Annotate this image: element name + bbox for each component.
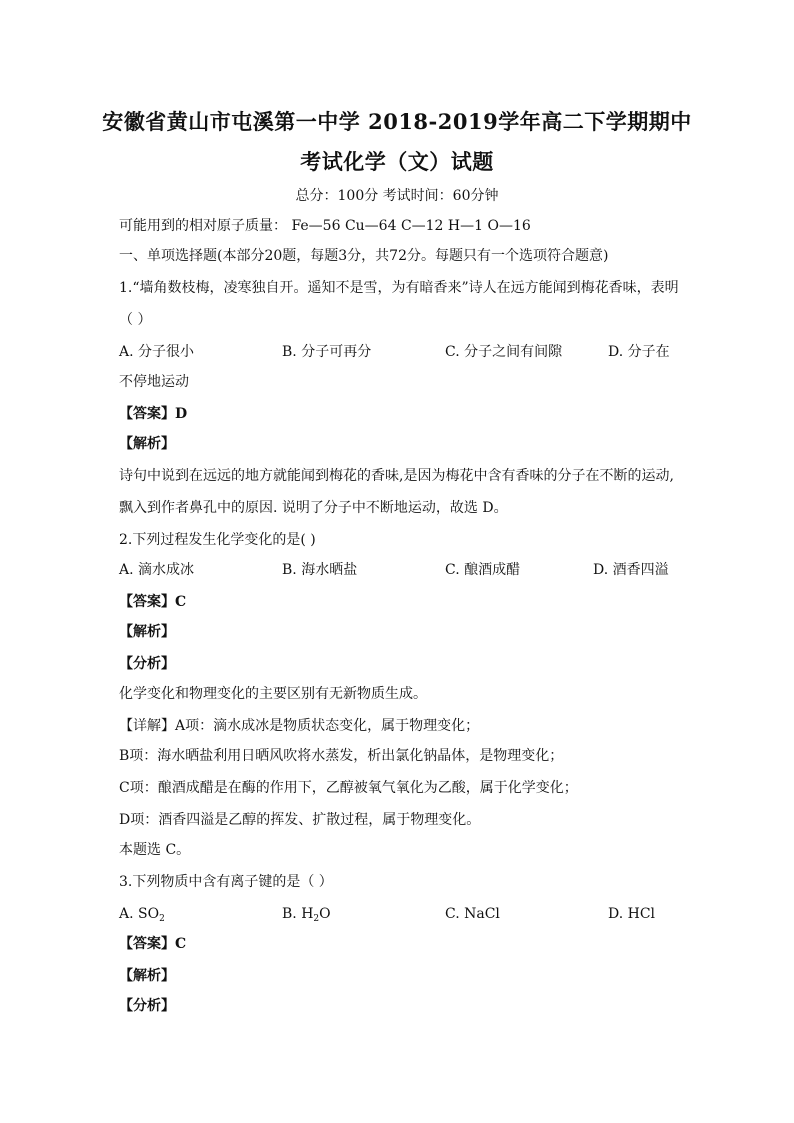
question-1-option-b: B. 分子可再分 (282, 344, 372, 360)
question-3-option-a-text: A. SO (119, 906, 160, 922)
document-title-line-2: 考试化学（文）试题 (300, 149, 494, 174)
question-1-paren: （ ） (119, 312, 152, 328)
question-2-answer: 【答案】C (119, 594, 187, 610)
exam-info: 总分：100分 考试时间：60分钟 (295, 188, 499, 204)
section-heading: 一、单项选择题(本部分20题，每题3分，共72分。每题只有一个选项符合题意) (119, 248, 609, 264)
question-3-option-b-suffix: O (319, 906, 331, 922)
question-2-option-a: A. 滴水成冰 (119, 562, 195, 578)
atomic-masses: 可能用到的相对原子质量： Fe—56 Cu—64 C—12 H—1 O—16 (119, 218, 531, 234)
question-3-option-c: C. NaCl (445, 906, 500, 922)
question-2-detail-a: 【详解】A项：滴水成冰是物质状态变化，属于物理变化； (119, 718, 480, 734)
question-2-detail-b: B项：海水晒盐利用日晒风吹将水蒸发，析出氯化钠晶体，是物理变化； (119, 748, 564, 764)
question-3-option-b (282, 904, 331, 924)
question-1-analysis-line-1: 诗句中说到在远远的地方就能闻到梅花的香味,是因为梅花中含有香味的分子在不断的运动, (119, 468, 674, 484)
document-title-line-1: 安徽省黄山市屯溪第一中学 2018-2019学年高二下学期期中 (102, 109, 692, 134)
question-2-option-d: D. 酒香四溢 (593, 562, 669, 578)
question-2-fenxi-label: 【分析】 (119, 656, 175, 672)
question-1-option-c: C. 分子之间有间隙 (445, 344, 563, 360)
question-3-option-b-text: B. H (282, 906, 314, 922)
question-3-option-a-subscript: 2 (159, 914, 165, 924)
question-2-conclusion: 本题选 C。 (119, 842, 191, 858)
question-3-fenxi-label: 【分析】 (119, 998, 175, 1014)
question-1-option-d-continued: 不停地运动 (119, 374, 189, 390)
question-1-analysis-label: 【解析】 (119, 436, 175, 452)
question-1-analysis-line-2: 飘入到作者鼻孔中的原因. 说明了分子中不断地运动，故选 D。 (119, 500, 508, 516)
question-3-option-a (119, 904, 165, 924)
question-3-option-d: D. HCl (608, 906, 656, 922)
question-1-answer: 【答案】D (119, 406, 188, 422)
question-2-analysis-label: 【解析】 (119, 624, 175, 640)
question-1-option-d: D. 分子在 (608, 344, 670, 360)
question-2-option-c: C. 酿酒成醋 (445, 562, 521, 578)
question-2-fenxi-text: 化学变化和物理变化的主要区别有无新物质生成。 (119, 686, 427, 702)
question-1-stem: 1.“墙角数枝梅，凌寒独自开。遥知不是雪，为有暗香来”诗人在远方能闻到梅花香味，表明 (119, 280, 679, 296)
question-2-detail-d: D项：酒香四溢是乙醇的挥发、扩散过程，属于物理变化。 (119, 812, 481, 828)
question-3-answer: 【答案】C (119, 936, 187, 952)
question-3-analysis-label: 【解析】 (119, 968, 175, 984)
question-2-stem: 2.下列过程发生化学变化的是( ) (119, 532, 316, 548)
question-3-stem: 3.下列物质中含有离子键的是（ ） (119, 874, 333, 890)
question-1-option-a: A. 分子很小 (119, 344, 195, 360)
question-2-option-b: B. 海水晒盐 (282, 562, 358, 578)
question-3-option-b-subscript: 2 (313, 914, 320, 924)
question-2-detail-c: C项：酿酒成醋是在酶的作用下，乙醇被氧气氧化为乙酸，属于化学变化； (119, 780, 578, 796)
